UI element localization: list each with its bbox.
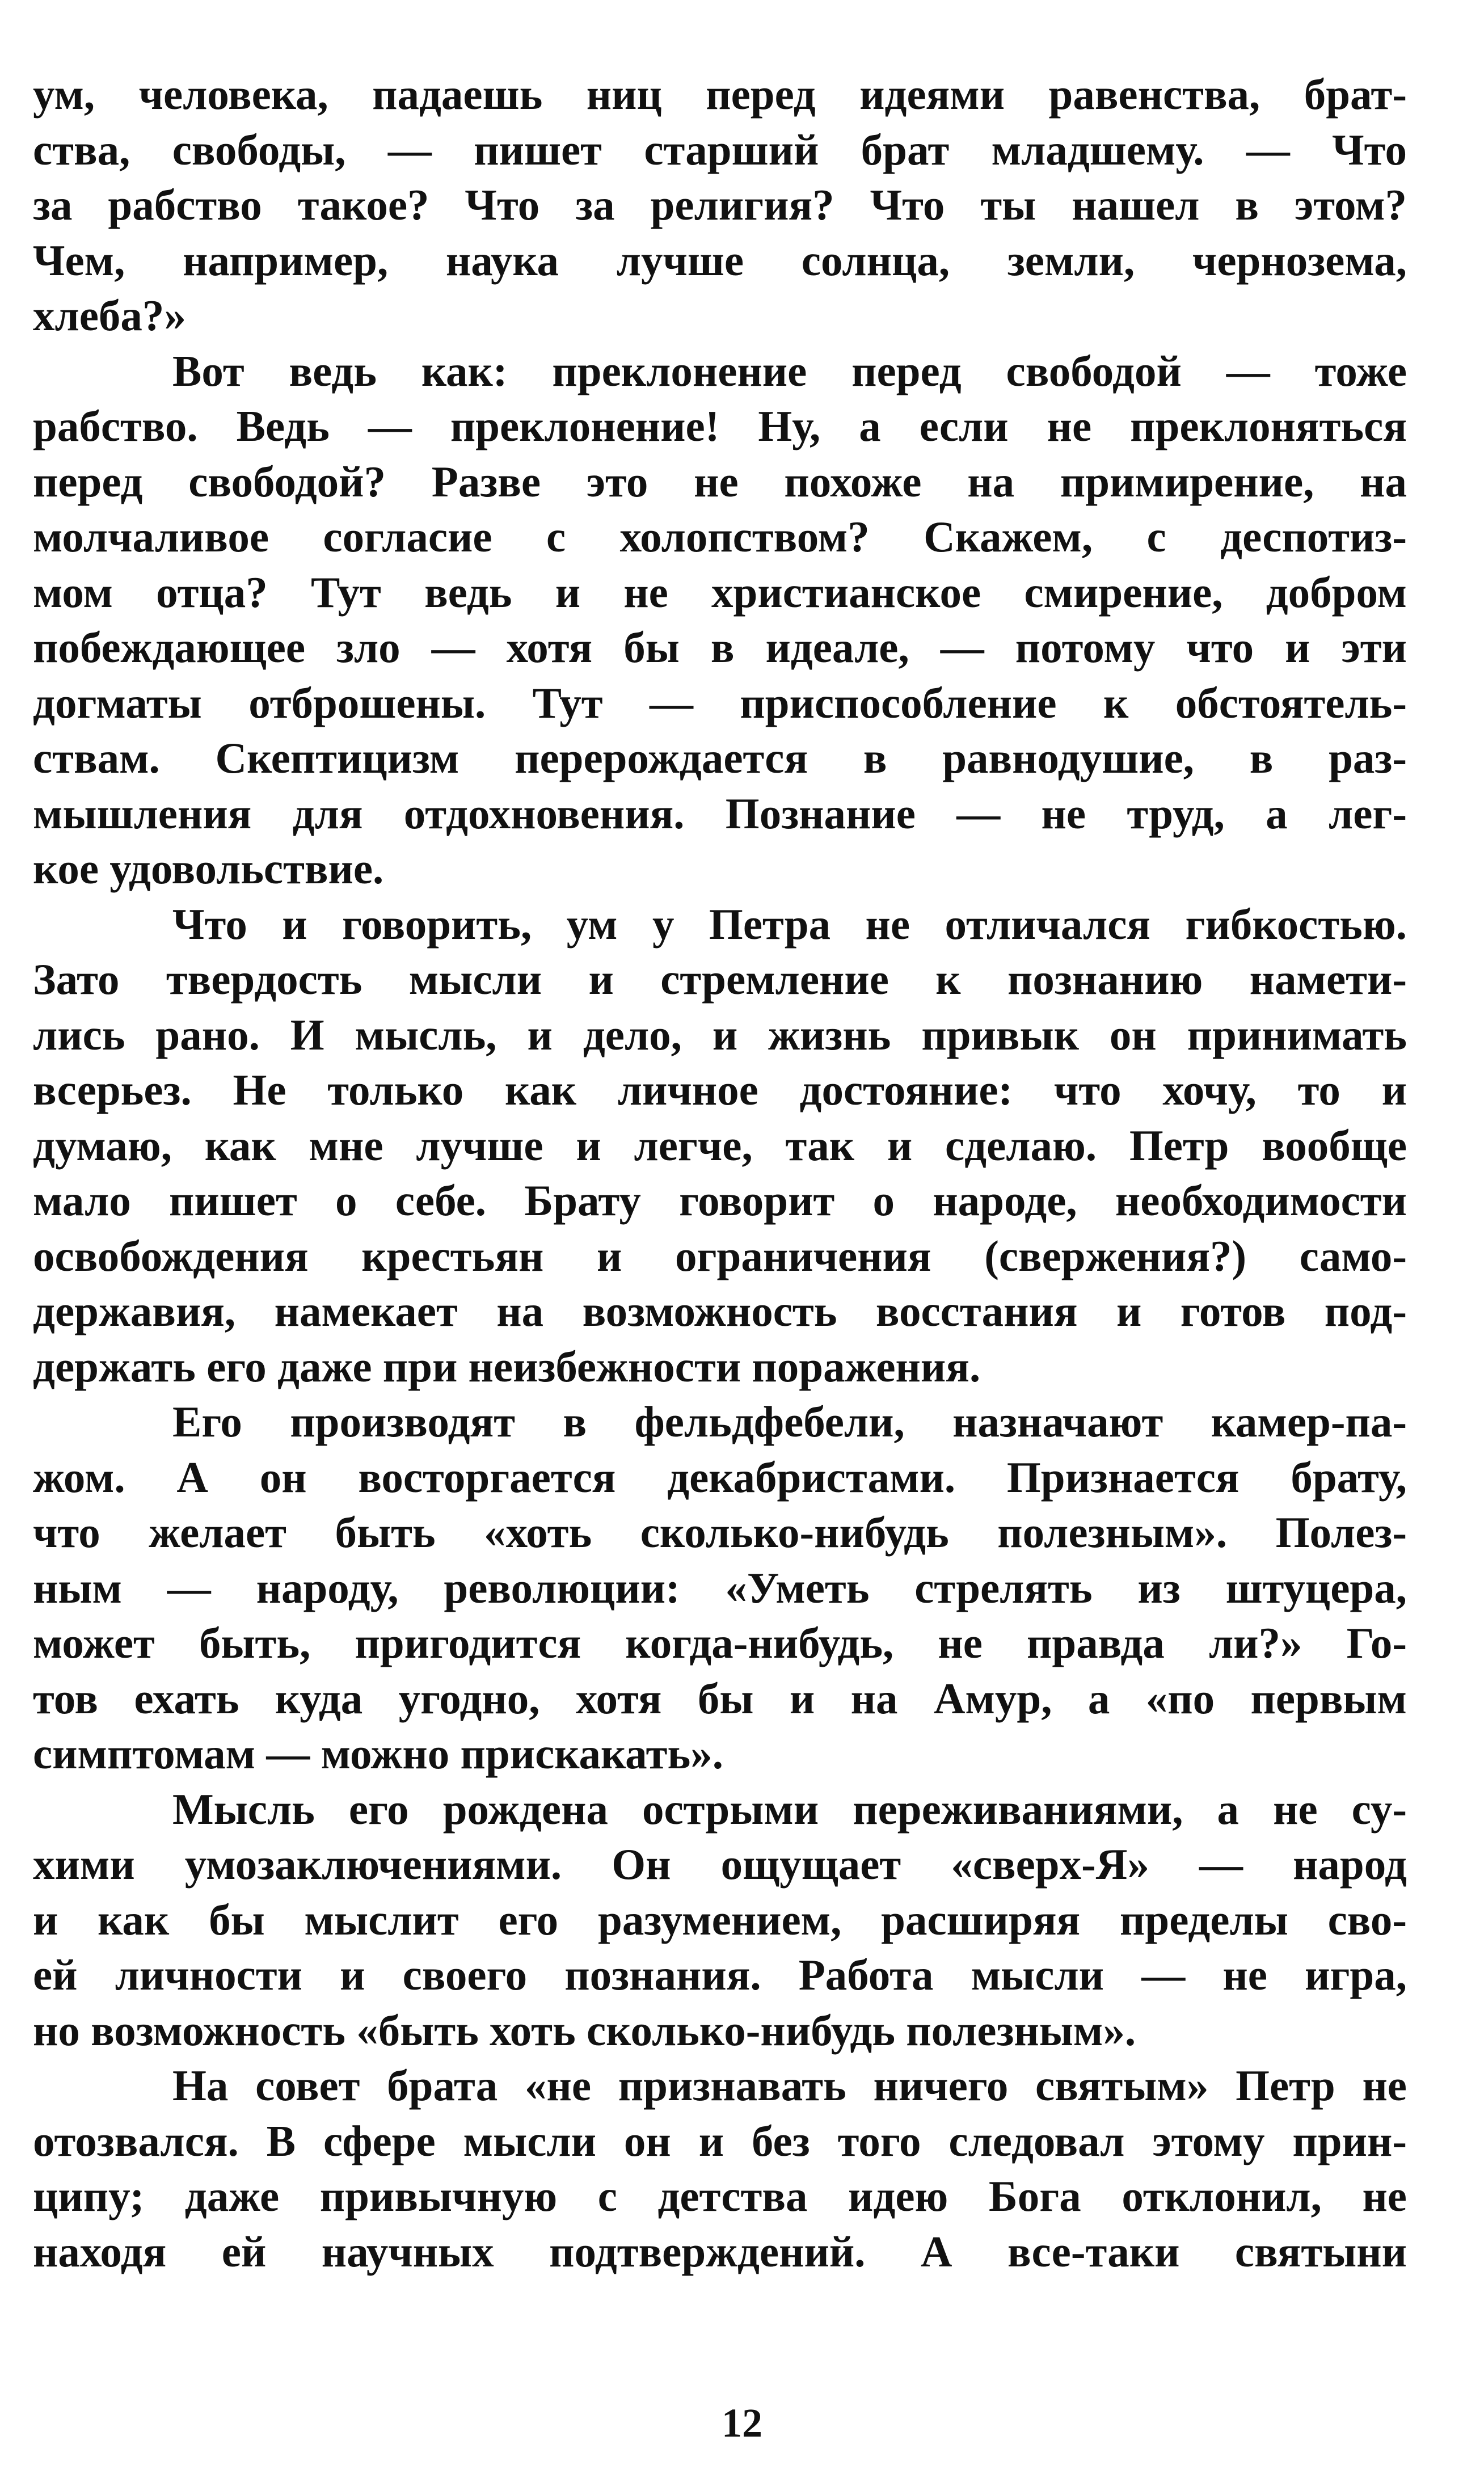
text-line: ципу; даже привычную с детства идею Бога отклонил, не bbox=[33, 2172, 1407, 2220]
text-line: что желает быть «хоть сколько-нибудь полезным». Полез- bbox=[33, 1508, 1407, 1557]
text-line: молчаливое согласие с холопством? Скажем, с деспотиз- bbox=[33, 512, 1407, 561]
body-text bbox=[33, 67, 1407, 2279]
text-line: хими умозаключениями. Он ощущает «сверх-Я» — народ bbox=[33, 1840, 1407, 1889]
text-line: лись рано. И мысль, и дело, и жизнь привык он принимать bbox=[33, 1010, 1407, 1059]
text-line: всерьез. Не только как личное достояние: что хочу, то и bbox=[33, 1065, 1407, 1114]
text-line: Зато твердость мысли и стремление к познанию намети- bbox=[33, 955, 1407, 1004]
text-line: кое удовольствие. bbox=[33, 844, 384, 893]
text-line: и как бы мыслит его разумением, расширяя пределы сво- bbox=[33, 1895, 1407, 1944]
text-line: хлеба?» bbox=[33, 291, 186, 340]
text-line: думаю, как мне лучше и легче, так и сделаю. Петр вообще bbox=[33, 1120, 1407, 1170]
text-line: державия, намекает на возможность восстания и готов под- bbox=[33, 1287, 1407, 1335]
text-line: Чем, например, наука лучше солнца, земли, чернозема, bbox=[33, 235, 1407, 285]
text-line: ным — народу, революции: «Уметь стрелять из штуцера, bbox=[33, 1563, 1407, 1612]
text-line: жом. А он восторгается декабристами. Признается брату, bbox=[33, 1452, 1407, 1502]
text-line: находя ей научных подтверждений. А все-таки святыни bbox=[33, 2227, 1407, 2276]
text-line: мом отца? Тут ведь и не христианское смирение, добром bbox=[33, 567, 1407, 617]
text-line: за рабство такое? Что за религия? Что ты нашел в этом? bbox=[33, 180, 1407, 229]
text-line: ствам. Скептицизм перерождается в равнодушие, в раз- bbox=[33, 734, 1407, 782]
text-line: мышления для отдохновения. Познание — не труд, а лег- bbox=[33, 789, 1407, 838]
text-line: тов ехать куда угодно, хотя бы и на Амур, а «по первым bbox=[33, 1674, 1407, 1723]
text-line: догматы отброшены. Тут — приспособление к обстоятель- bbox=[33, 678, 1407, 727]
text-line: Его производят в фельдфебели, назначают камер-па- bbox=[172, 1397, 1407, 1446]
text-line: но возможность «быть хоть сколько-нибудь полезным». bbox=[33, 2005, 1136, 2055]
text-line: ум, человека, падаешь ниц перед идеями равенства, брат- bbox=[33, 70, 1407, 119]
text-line: мало пишет о себе. Брату говорит о народе, необходимости bbox=[33, 1176, 1407, 1225]
text-line: отозвался. В сфере мысли он и без того следовал этому прин- bbox=[33, 2116, 1407, 2165]
text-line: Мысль его рождена острыми переживаниями, а не су- bbox=[172, 1784, 1407, 1834]
text-line: ей личности и своего познания. Работа мысли — не игра, bbox=[33, 1950, 1407, 1999]
text-line: может быть, пригодится когда-нибудь, не правда ли?» Го- bbox=[33, 1619, 1407, 1667]
text-line: симптомам — можно прискакать». bbox=[33, 1729, 723, 1778]
text-line: побеждающее зло — хотя бы в идеале, — потому что и эти bbox=[33, 623, 1407, 672]
text-line: Что и говорить, ум у Петра не отличался гибкостью. bbox=[172, 899, 1407, 949]
text-line: держать его даже при неизбежности поражения. bbox=[33, 1342, 981, 1391]
text-line: перед свободой? Разве это не похоже на примирение, на bbox=[33, 457, 1407, 506]
text-line: Вот ведь как: преклонение перед свободой — тоже bbox=[172, 346, 1407, 395]
text-line: На совет брата «не признавать ничего святым» Петр не bbox=[172, 2061, 1407, 2110]
page-number: 12 bbox=[722, 2400, 762, 2446]
text-line: ства, свободы, — пишет старший брат младшему. — Что bbox=[33, 125, 1407, 174]
text-line: освобождения крестьян и ограничения (свержения?) само- bbox=[33, 1231, 1407, 1280]
text-line: рабство. Ведь — преклонение! Ну, а если не преклоняться bbox=[33, 402, 1407, 450]
